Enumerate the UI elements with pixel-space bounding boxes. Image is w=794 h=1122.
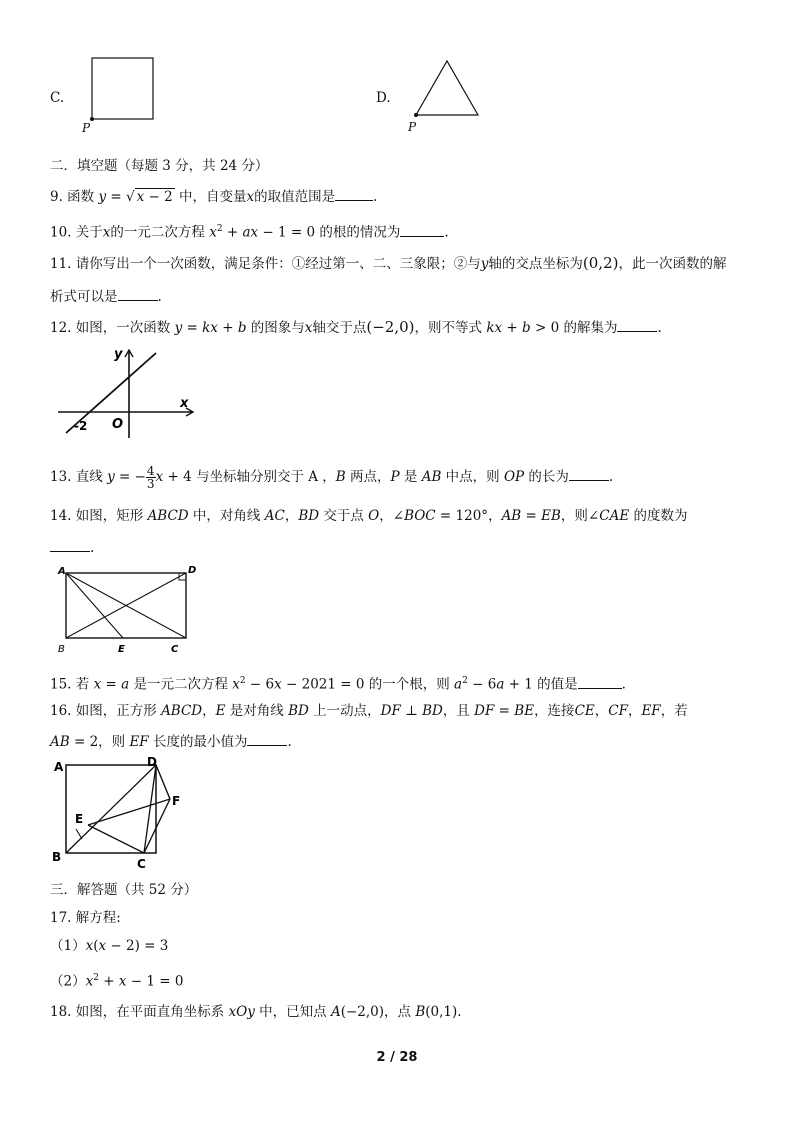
question-17-part-2: $(2)x^2 + x - 1 = 0$	[50, 973, 184, 990]
x-axis-label: x	[180, 396, 189, 411]
option-c-label: C.	[50, 90, 65, 106]
question-17-title: 17. 解方程:	[50, 910, 121, 926]
label-e: E	[118, 644, 125, 655]
point-p-dot	[414, 113, 418, 117]
label-a: A	[54, 760, 64, 774]
segment-ae	[66, 573, 123, 638]
question-12: 12. 如图，一次函数 y = kx + b 的图象与x轴交于点(−2,0)，则不等式 kx + b > 0 的解集为 .	[50, 318, 662, 336]
page-number: 2 / 28	[376, 1050, 418, 1065]
option-c-p-label: P	[82, 121, 91, 135]
question-10: 10. 关于x的一元二次方程 $x^2$ + ax − 1 = 0 的根的情况为 .	[50, 220, 449, 242]
triangle-shape	[416, 61, 478, 115]
option-d-label: D.	[376, 90, 391, 106]
section-fill-blank-heading: 二．填空题（每题 3 分，共 24 分）	[50, 158, 269, 174]
question-14-line-2: .	[50, 537, 94, 557]
label-d: D	[147, 755, 157, 769]
question-11-line-2: 析式可以是 .	[50, 286, 162, 306]
label-f: F	[172, 794, 181, 808]
label-b: B	[52, 850, 62, 864]
question-16: 16. 如图，正方形 ABCD，E 是对角线 BD 上一动点，DF ⊥ BD，且 DF = BE，连接CE，CF，EF，若	[50, 703, 688, 719]
question-17-part-1: （1）x(x − 2) = 3	[50, 938, 169, 954]
question-12-graph-figure	[50, 345, 200, 440]
question-9: 9. 函数 y = √ x − 2 中，自变量x的取值范围是 .	[50, 186, 377, 206]
origin-label: O	[112, 417, 124, 432]
question-11: 11. 请你写出一个一次函数，满足条件：①经过第一、二、三象限；②与y轴的交点坐标为(0,2)，此一次函数的解	[50, 254, 727, 272]
point-p-dot	[90, 117, 94, 121]
option-d-triangle-figure	[405, 55, 490, 125]
question-14-rectangle-figure	[55, 563, 200, 655]
label-c: C	[171, 644, 179, 655]
question-18: 18. 如图，在平面直角坐标系 xOy 中，已知点 A(−2,0)，点 B(0,1).	[50, 1004, 462, 1020]
label-a: A	[58, 566, 66, 577]
question-13: 13. 直线 y = − $\frac{4}{3}$ x + 4 与坐标轴分别交于 A ，B 两点，P 是 AB 中点，则 OP 的长为 .	[50, 464, 614, 491]
square-shape	[92, 58, 153, 119]
diagonal-bd	[66, 765, 156, 853]
segment-df	[156, 765, 170, 799]
segment-ef	[88, 799, 170, 825]
y-axis-label: y	[114, 347, 123, 362]
section-answers-heading: 三．解答题（共 52 分）	[50, 882, 198, 898]
label-e: E	[75, 812, 84, 826]
label-c: C	[137, 857, 146, 871]
neg-two-label: -2	[74, 419, 88, 433]
segment-ec	[88, 825, 144, 853]
tick-mark	[76, 829, 82, 839]
label-d: D	[188, 565, 197, 576]
question-14: 14. 如图，矩形 ABCD 中，对角线 AC，BD 交于点 O，∠BOC = 120°，AB = EB，则∠CAE 的度数为	[50, 508, 688, 524]
question-16-line-2: AB = 2，则 EF 长度的最小值为 .	[50, 731, 292, 751]
option-d-p-label: P	[408, 120, 417, 134]
question-15: 15. 若 x = a 是一元二次方程 $x^2 - 6x - 2021 = 0$ 的一个根，则 $a^2 - 6a + 1$ 的值是 .	[50, 672, 626, 694]
label-b: B	[58, 644, 65, 655]
question-16-square-figure	[48, 753, 193, 873]
